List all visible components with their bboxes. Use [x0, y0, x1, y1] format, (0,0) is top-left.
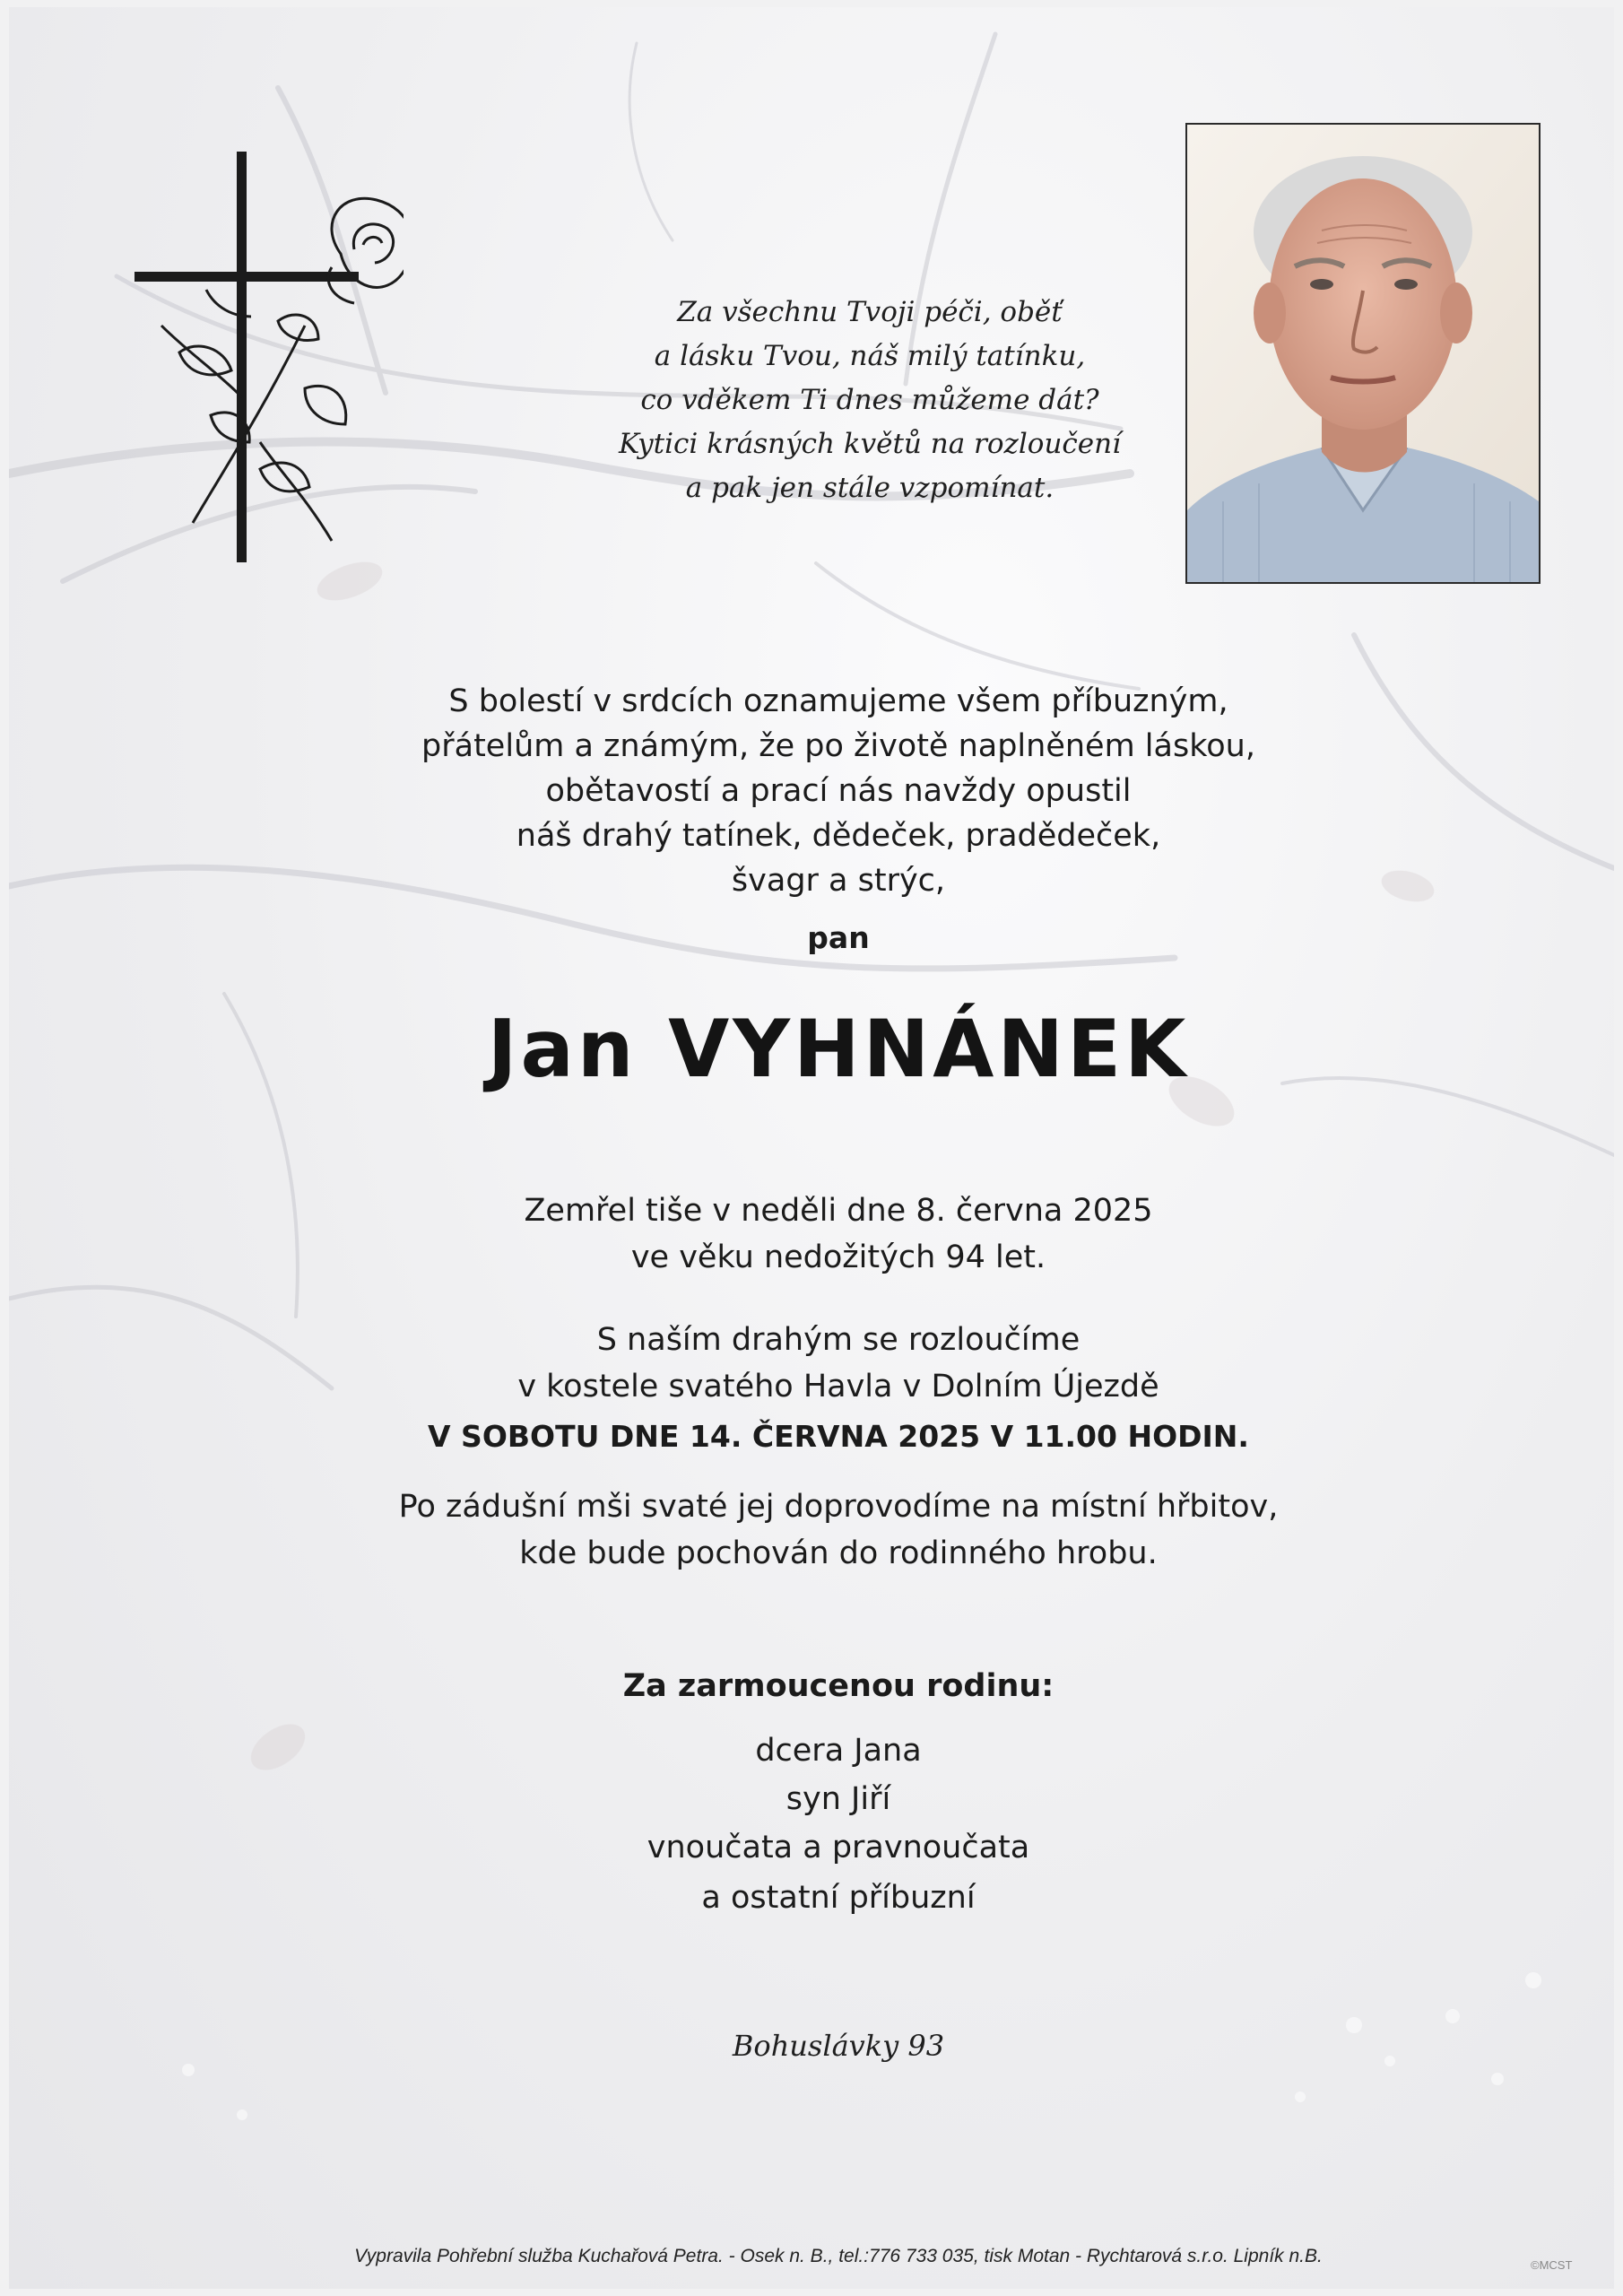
portrait-image [1187, 125, 1539, 582]
death-line: Zemřel tiše v neděli dne 8. června 2025 [524, 1193, 1153, 1229]
family-member: syn Jiří [785, 1781, 891, 1817]
family-heading: Za zarmoucenou rodinu: [622, 1668, 1055, 1704]
announcement-line: S bolestí v srdcích oznamujeme všem příbuzným, [448, 683, 1228, 719]
watermark: ©MCST [1531, 2258, 1573, 2272]
farewell-after-line: Po zádušní mši svaté jej doprovodíme na místní hřbitov, [398, 1489, 1279, 1525]
announcement-line: obětavostí a prací nás navždy opustil [545, 773, 1132, 809]
death-line: ve věku nedožitých 94 let. [630, 1239, 1046, 1275]
announcement-line: náš drahý tatínek, dědeček, pradědeček, [516, 818, 1161, 854]
cross-with-rose-icon [126, 146, 404, 577]
parte-sheet [9, 7, 1614, 2289]
farewell-datetime: V SOBOTU DNE 14. ČERVNA 2025 V 11.00 HODIN. [428, 1419, 1249, 1454]
farewell-line: v kostele svatého Havla v Dolním Újezdě [517, 1369, 1159, 1405]
poem-line: Kytici krásných květů na rozloučení [618, 428, 1121, 460]
poem-line: a lásku Tvou, náš milý tatínku, [654, 340, 1086, 372]
announcement-line: přátelům a známým, že po životě naplněném láskou, [421, 728, 1255, 764]
footer-credits: Vypravila Pohřební služba Kuchařová Petra. - Osek n. B., tel.:776 733 035, tisk Motan - Rychtarová s.r.o. Lipník n.B. [354, 2246, 1323, 2266]
poem-line: Za všechnu Tvoji péči, oběť [677, 296, 1063, 328]
farewell-after-line: kde bude pochován do rodinného hrobu. [519, 1535, 1158, 1571]
title-pan: pan [807, 920, 870, 955]
address: Bohuslávky 93 [732, 2029, 945, 2063]
farewell-line: S naším drahým se rozloučíme [596, 1322, 1081, 1358]
poem-line: co vděkem Ti dnes můžeme dát? [640, 384, 1099, 416]
poem [547, 291, 1193, 510]
family-member: dcera Jana [755, 1733, 922, 1769]
portrait-photo [1185, 123, 1541, 584]
announcement-line: švagr a strýc, [731, 863, 946, 899]
poem-line: a pak jen stále vzpomínat. [685, 472, 1055, 504]
deceased-name: Jan VYHNÁNEK [487, 1003, 1190, 1095]
family-member: a ostatní příbuzní [701, 1880, 976, 1916]
family-member: vnoučata a pravnoučata [647, 1830, 1030, 1866]
